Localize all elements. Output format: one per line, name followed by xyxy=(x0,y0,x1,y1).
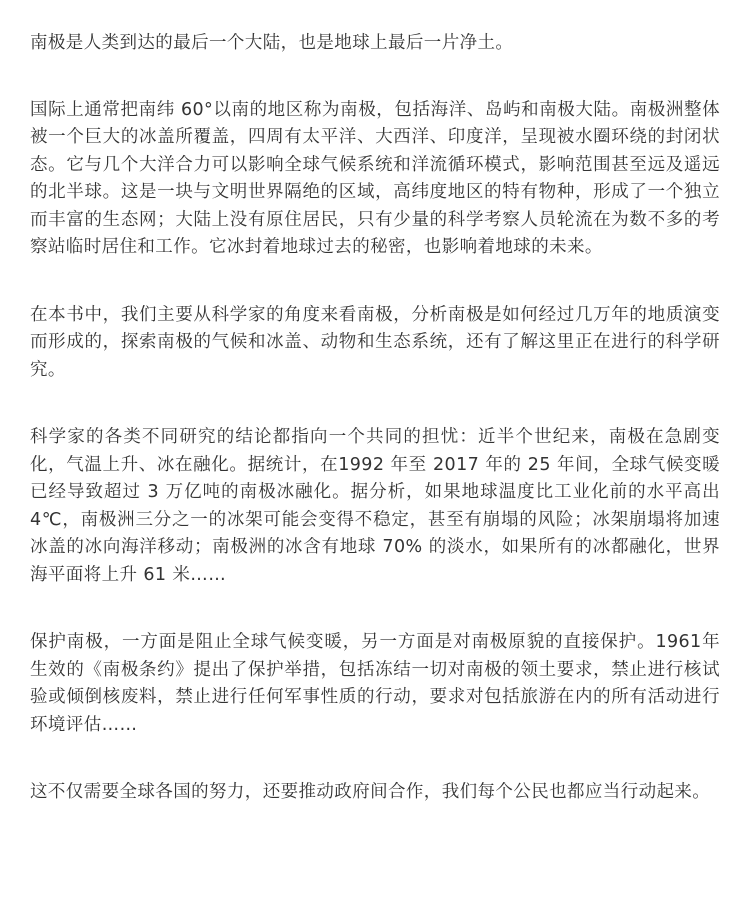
paragraph-intro: 南极是人类到达的最后一个大陆，也是地球上最后一片净土。 xyxy=(30,33,514,53)
paragraph-definition: 国际上通常把南纬 60°以南的地区称为南极，包括海洋、岛屿和南极大陆。南极洲整体被一个巨大的冰盖所覆盖，四周有太平洋、大西洋、印度洋，呈现被水圈环绕的封闭状态。它与几个大洋合力可以影响全球气候系统和洋流循环模式，影响范围甚至远及遥远的北半球。这是一块与文明世界隔绝的区域，高纬度地区的特有物种，形成了一个独立而丰富的生态网；大陆上没有原住居民，只有少量的科学考察人员轮流在为数不多的考察站临时居住和工作。它冰封着地球过去的秘密，也影响着地球的未来。 xyxy=(30,99,720,257)
paragraph-call-to-action: 这不仅需要全球各国的努力，还要推动政府间合作，我们每个公民也都应当行动起来。 xyxy=(30,782,711,802)
article-body xyxy=(30,30,720,847)
paragraph-protection: 保护南极，一方面是阻止全球气候变暖，另一方面是对南极原貌的直接保护。1961年生效的《南极条约》提出了保护举措，包括冻结一切对南极的领土要求，禁止进行核试验或倾倒核废料，禁止进行任何军事性质的行动，要求对包括旅游在内的所有活动进行环境评估…… xyxy=(30,632,720,735)
paragraph-climate-concern: 科学家的各类不同研究的结论都指向一个共同的担忧：近半个世纪来，南极在急剧变化，气温上升、冰在融化。据统计，在1992 年至 2017 年的 25 年间，全球气候变暖已经导致超过 3 万亿吨的南极冰融化。据分析，如果地球温度比工业化前的水平高出4℃，南极洲三分之一的冰架可能会变得不稳定，甚至有崩塌的风险；冰架崩塌将加速冰盖的冰向海洋移动；南极洲的冰含有地球 70% 的淡水，如果所有的冰都融化，世界海平面将上升 61 米…… xyxy=(30,427,720,585)
paragraph-book-scope: 在本书中，我们主要从科学家的角度来看南极，分析南极是如何经过几万年的地质演变而形成的，探索南极的气候和冰盖、动物和生态系统，还有了解这里正在进行的科学研究。 xyxy=(30,304,720,380)
